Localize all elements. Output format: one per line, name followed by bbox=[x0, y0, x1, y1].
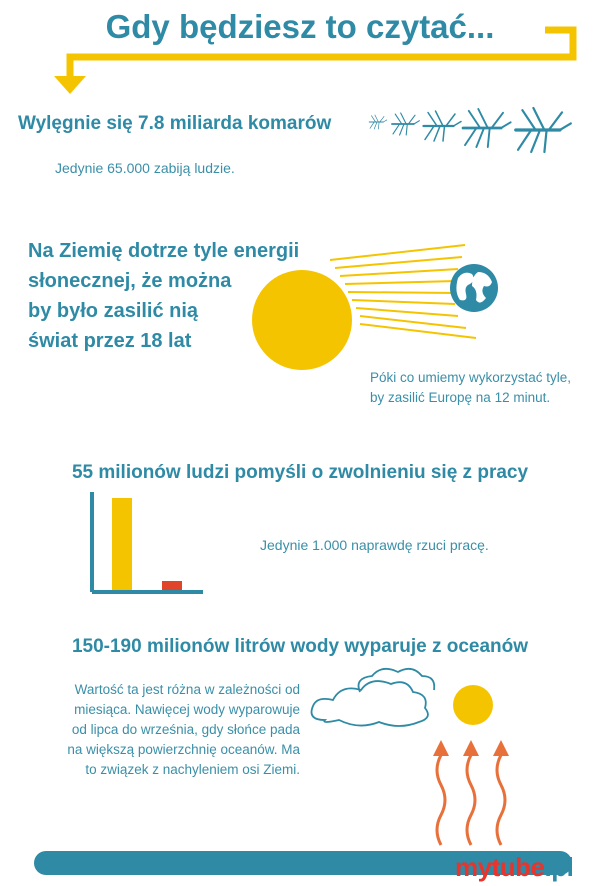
mosquito-icon bbox=[392, 113, 420, 135]
jobs-bar-thinking bbox=[112, 498, 132, 590]
page-title: Gdy będziesz to czytać... bbox=[105, 8, 495, 45]
mytube-logo[interactable] bbox=[455, 852, 573, 883]
mosquito-icons bbox=[369, 108, 571, 152]
solar-headline-line: słonecznej, że można bbox=[28, 270, 232, 292]
jobs-bar-quitting bbox=[162, 581, 182, 590]
water-note bbox=[38, 680, 300, 780]
evaporation-arrows bbox=[437, 755, 505, 845]
water-note-line: od lipca do września, gdy słońce pada bbox=[71, 722, 300, 737]
water-note-line: na większą powierzchnię oceanów. Ma bbox=[67, 742, 300, 757]
solar-headline-line: Na Ziemię dotrze tyle energii bbox=[28, 240, 300, 262]
water-note-line: miesiąca. Nawięcej wody wyparowuje bbox=[74, 702, 300, 717]
solar-headline-line: by było zasilić nią bbox=[28, 300, 199, 322]
globe-icon bbox=[450, 264, 498, 312]
arrow-up-icon bbox=[463, 740, 479, 756]
chart-axes bbox=[92, 492, 203, 592]
mosquito-icon bbox=[463, 109, 511, 147]
solar-note bbox=[370, 368, 571, 408]
mosquitoes-headline: Wylęgnie się 7.8 miliarda komarów bbox=[18, 113, 332, 134]
jobs-headline: 55 milionów ludzi pomyśli o zwolnieniu się z pracy bbox=[71, 462, 529, 483]
solar-headline-line: świat przez 18 lat bbox=[28, 330, 192, 352]
solar-headline bbox=[28, 236, 299, 356]
small-sun-icon bbox=[453, 685, 493, 725]
mosquito-icon bbox=[516, 108, 571, 152]
logo-part-tube: tube bbox=[491, 852, 545, 882]
mosquitoes-note: Jedynie 65.000 zabiją ludzie. bbox=[55, 160, 235, 176]
water-headline: 150-190 milionów litrów wody wyparuje z oceanów bbox=[71, 636, 529, 657]
mosquito-icon bbox=[369, 115, 387, 129]
water-note-line: to związek z nachyleniem osi Ziemi. bbox=[85, 762, 300, 777]
yellow-arrow-icon bbox=[70, 30, 573, 78]
cloud-icons bbox=[312, 669, 435, 726]
logo-part-my: my bbox=[455, 852, 492, 882]
logo-part-pl: .pl bbox=[544, 852, 574, 882]
jobs-note: Jedynie 1.000 naprawdę rzuci pracę. bbox=[260, 537, 489, 553]
arrow-head-icon bbox=[54, 76, 86, 94]
arrow-up-icon bbox=[433, 740, 449, 756]
water-note-line: Wartość ta jest różna w zależności od bbox=[74, 682, 300, 697]
arrow-up-icon bbox=[493, 740, 509, 756]
solar-note-line: by zasilić Europę na 12 minut. bbox=[370, 390, 551, 405]
mosquito-icon bbox=[424, 111, 462, 141]
solar-note-line: Póki co umiemy wykorzystać tyle, bbox=[370, 370, 572, 385]
